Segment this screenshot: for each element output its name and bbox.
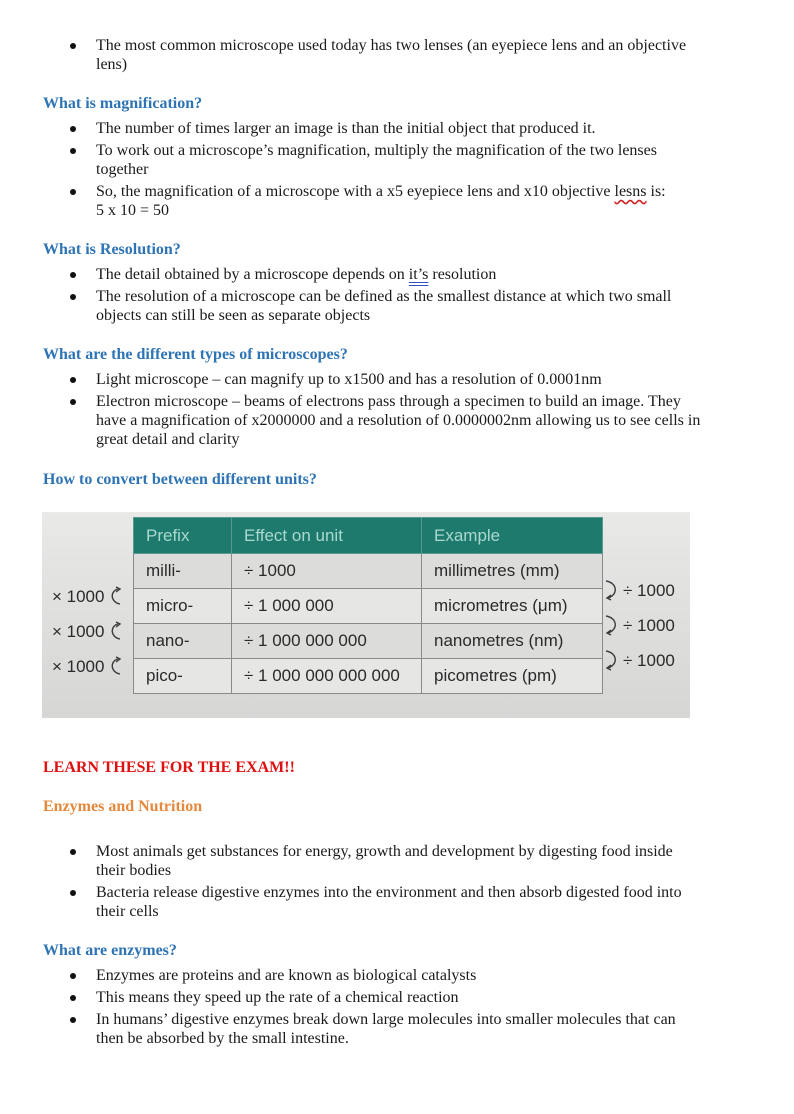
effect-cell: ÷ 1 000 000 000 000 [232,659,422,694]
curved-arrow-down-icon [603,614,621,636]
list-item: Most animals get substances for energy, growth and development by digesting food inside their bodies [0,842,794,880]
what-enzymes-list [0,966,794,1051]
divider-label: ÷ 1000 [603,609,675,636]
bullet-icon [70,43,76,49]
bullet-icon [70,973,76,979]
divider-label: ÷ 1000 [603,644,675,671]
list-item: The detail obtained by a microscope depends on it’s resolution [0,265,794,284]
list-item: The resolution of a microscope can be defined as the smallest distance at which two small objects can still be seen as separate objects [0,287,794,325]
bullet-icon [70,399,76,405]
enzymes-nutrition-list [0,842,794,924]
heading-resolution: What is Resolution? [43,241,181,258]
example-cell: picometres (pm) [422,659,603,694]
bullet-icon [70,189,76,195]
units-table-photo [42,512,690,718]
bullet-icon [70,890,76,896]
header-example: Example [422,518,603,554]
list-item: Electron microscope – beams of electrons pass through a specimen to build an image. They have a magnification of x2000000 and a resolution of 0.0000002nm allowing us to see cells in great detail and clarity [0,392,794,449]
resolution-list [0,265,794,328]
heading-what-are-enzymes: What are enzymes? [43,942,177,959]
units-table [133,517,603,694]
bullet-icon [70,995,76,1001]
intro-list [0,36,794,77]
multiplier-label: × 1000 [52,652,122,677]
list-item: In humans’ digestive enzymes break down large molecules into smaller molecules that can then be absorbed by the small intestine. [0,1010,794,1048]
bullet-icon [70,849,76,855]
heading-microscope-types: What are the different types of microscopes? [43,346,348,363]
example-cell: nanometres (nm) [422,624,603,659]
table-row [134,554,603,589]
bullet-icon [70,1017,76,1023]
bullet-icon [70,294,76,300]
table-row [134,659,603,694]
header-effect: Effect on unit [232,518,422,554]
heading-enzymes-nutrition: Enzymes and Nutrition [43,798,203,815]
curved-arrow-up-icon [108,621,122,641]
prefix-cell: nano- [134,624,232,659]
prefix-cell: milli- [134,554,232,589]
prefix-cell: pico- [134,659,232,694]
bullet-icon [70,126,76,132]
curved-arrow-down-icon [603,579,621,601]
header-prefix: Prefix [134,518,232,554]
heading-magnification: What is magnification? [43,95,203,112]
bullet-icon [70,148,76,154]
example-cell: millimetres (mm) [422,554,603,589]
multiplier-label: × 1000 [52,582,122,607]
heading-convert-units: How to convert between different units? [43,471,317,488]
prefix-cell: micro- [134,589,232,624]
list-item: Enzymes are proteins and are known as biological catalysts [0,966,794,985]
table-row [134,589,603,624]
list-item: Bacteria release digestive enzymes into the environment and then absorb digested food into their cells [0,883,794,921]
curved-arrow-up-icon [108,656,122,676]
magnification-list [0,119,794,223]
bullet-icon [70,377,76,383]
grammar-flagged-word[interactable]: it’s [408,266,429,283]
multiplier-label: × 1000 [52,617,122,642]
list-item: Light microscope – can magnify up to x1500 and has a resolution of 0.0001nm [0,370,794,389]
microscope-types-list [0,370,794,452]
list-item: The number of times larger an image is than the initial object that produced it. [0,119,794,138]
list-item: The most common microscope used today has two lenses (an eyepiece lens and an objective lens) [0,36,794,74]
list-item: This means they speed up the rate of a chemical reaction [0,988,794,1007]
example-cell: micrometres (μm) [422,589,603,624]
heading-learn-for-exam: LEARN THESE FOR THE EXAM!! [43,759,295,776]
table-header-row [134,518,603,554]
effect-cell: ÷ 1 000 000 000 [232,624,422,659]
misspelled-word[interactable]: lesns [614,183,647,200]
curved-arrow-down-icon [603,649,621,671]
curved-arrow-up-icon [108,586,122,606]
list-item: To work out a microscope’s magnification, multiply the magnification of the two lenses together [0,141,794,179]
effect-cell: ÷ 1000 [232,554,422,589]
effect-cell: ÷ 1 000 000 [232,589,422,624]
list-item: So, the magnification of a microscope with a x5 eyepiece lens and x10 objective lesns is: 5 x 10 = 50 [0,182,794,220]
divider-label: ÷ 1000 [603,574,675,601]
bullet-icon [70,272,76,278]
table-row [134,624,603,659]
